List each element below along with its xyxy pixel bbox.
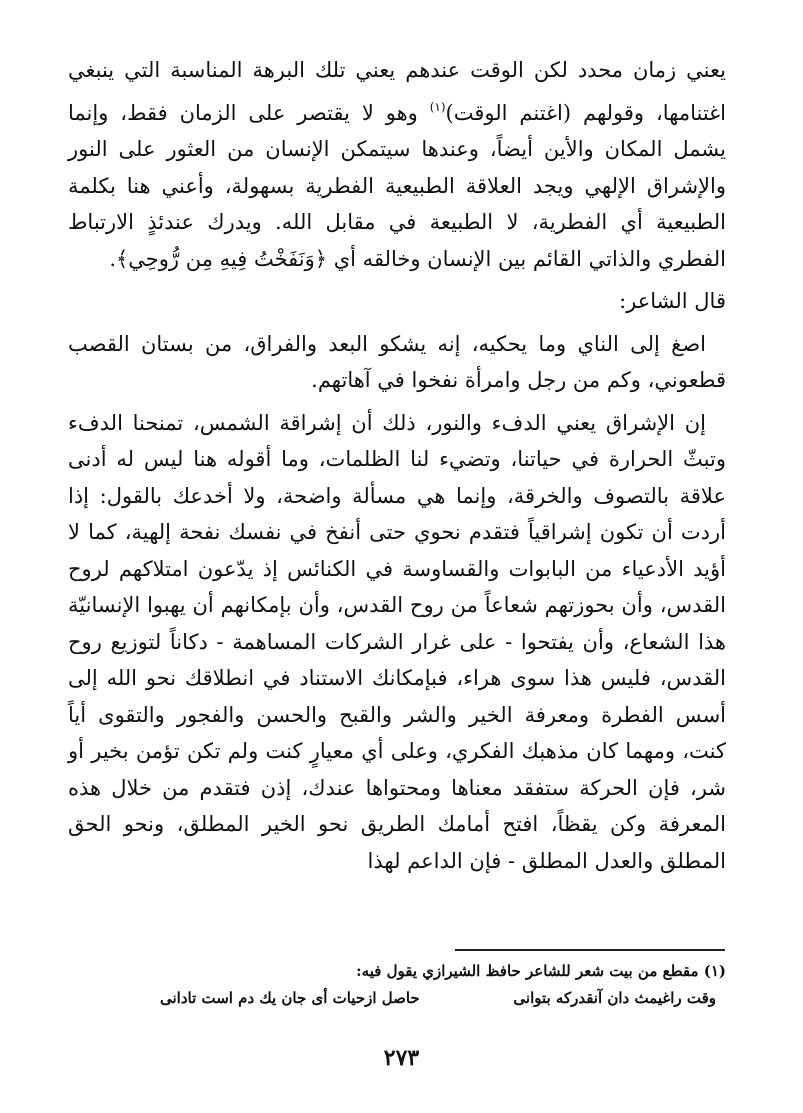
main-text <box>68 52 726 879</box>
poem-paragraph: اصغ إلى الناي وما يحكيه، إنه يشكو البعد والفراق، من بستان القصب قطعوني، وكم من رجل وامرأة نفخوا في آهاتهم. <box>68 331 726 392</box>
footnote-verse <box>120 985 726 1012</box>
paragraph-time-part1: يعني زمان محدد لكن الوقت عندهم يعني تلك البرهة المناسبة التي ينبغي اغتنامها، وقولهم (اغتنم الوقت) <box>68 58 726 125</box>
footnotes <box>120 958 726 1012</box>
paragraph-time <box>68 52 726 277</box>
verse-first-hemistich: وقت راغيمث دان آنقدركه بتوانى <box>513 989 716 1007</box>
poet-label: قال الشاعر: <box>619 289 726 313</box>
footnote-divider <box>455 949 725 951</box>
verse-second-hemistich: حاصل ازحيات أى جان يك دم است تادانى <box>160 989 420 1007</box>
page-number: ٢٧٣ <box>383 1045 420 1071</box>
footnote-reference: (١) <box>429 99 446 114</box>
paragraph-time-part2: وهو لا يقتصر على الزمان فقط، وإنما يشمل المكان والأين أيضاً، وعندها سيتمكن الإنسان من العثور على النور والإشراق الإلهي ويجد العلاقة الطبيعية الفطرية بسهولة، وأعني هنا بكلمة الطبيعية أي الفطرية، لا الطبيعة في مقابل الله. ويدرك عندئذٍ الارتباط الفطري والذاتي القائم بين الإنسان وخالقه أي ﴿وَنَفَخْتُ فِيهِ مِن رُّوحِي﴾. <box>68 100 726 271</box>
paragraph-illumination: إن الإشراق يعني الدفء والنور، ذلك أن إشراقة الشمس، تمنحنا الدفء وتبثّ الحرارة في حياتنا، وتضيء لنا الظلمات، وما أقوله هنا ليس له أدنى علاقة بالتصوف والخرقة، وإنما هي مسألة واضحة، ولا أخدعك بالقول: إذا أردت أن تكون إشراقياً فتقدم نحوي حتى أنفخ في نفسك نفحة إلهية، كما لا أؤيد الأدعياء من البابوات والقساوسة في الكنائس إذ يدّعون امتلاكهم لروح القدس، وأن بحوزتهم شعاعاً من روح القدس، وأن بإمكانهم أن يهبوا الإنسانيّة هذا الشعاع، وأن يفتحوا - على غرار الشركات المساهمة - دكاناً لتوزيع روح القدس، فليس هذا سوى هراء، فبإمكانك الاستناد في انطلاقك نحو الله إلى أسس الفطرة ومعرفة الخير والشر والقبح والحسن والفجور والتقوى أياً كنت، ومهما كان مذهبك الفكري، وعلى أي معيارٍ كنت ولم تكن تؤمن بخير أو شر، فإن الحركة ستفقد معناها ومحتواها عندك، إذن فتقدم من خلال هذه المعرفة وكن يقظاً، افتح أمامك الطريق نحو الخير المطلق، ونحو الحق المطلق والعدل المطلق - فإن الداعم لهذا <box>68 410 726 873</box>
footnote-text: (١) مقطع من بيت شعر للشاعر حافظ الشيرازي يقول فيه: <box>356 962 726 980</box>
